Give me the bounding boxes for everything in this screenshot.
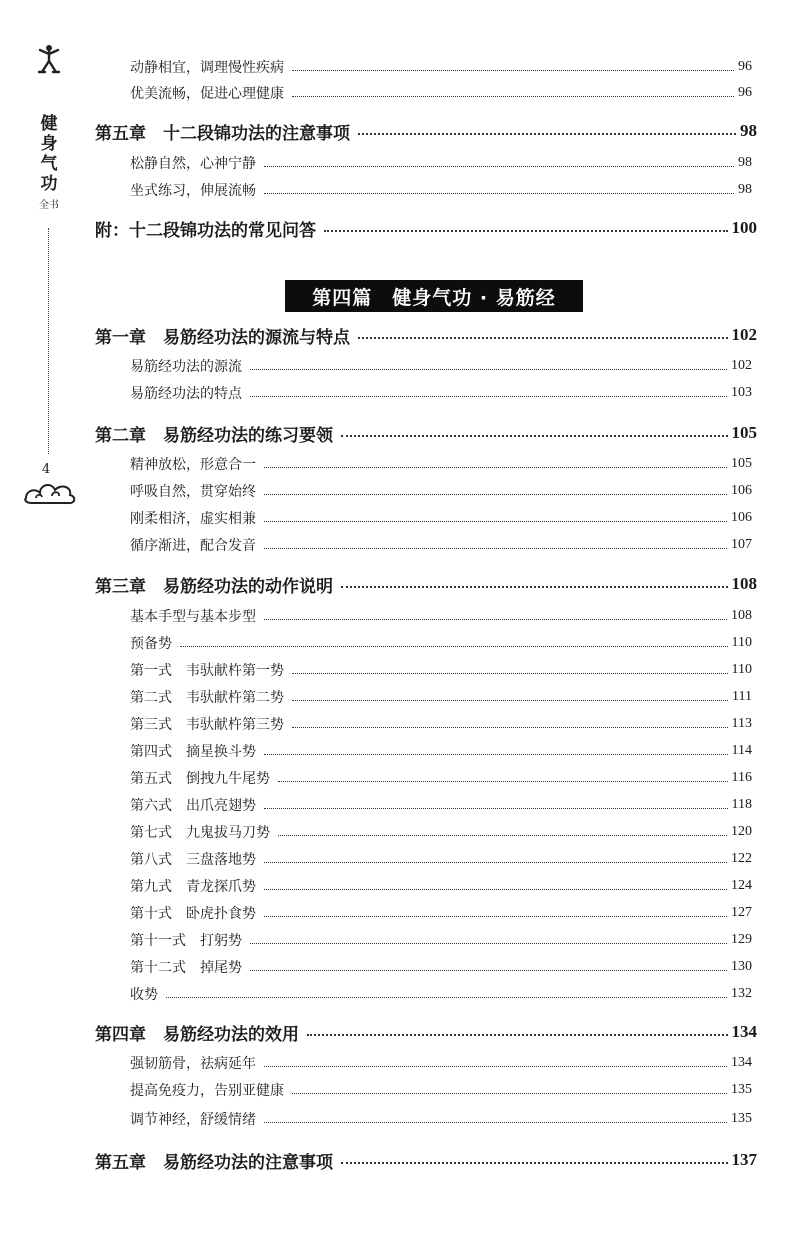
toc-page-number: 110 <box>731 662 752 677</box>
dot-leader <box>250 396 727 397</box>
dot-leader <box>292 1093 727 1094</box>
dot-leader <box>264 548 727 549</box>
toc-page-number: 134 <box>731 1022 757 1041</box>
toc-page-number: 132 <box>731 986 752 1001</box>
toc-page-number: 135 <box>731 1082 752 1097</box>
page-number: 4 <box>42 462 51 477</box>
toc-page-number: 124 <box>731 878 752 893</box>
toc-entry-title: 提高免疫力，告别亚健康 <box>130 1083 284 1099</box>
toc-entry-title: 第五章 易筋经功法的注意事项 <box>95 1152 333 1173</box>
dot-leader <box>264 889 727 890</box>
dot-leader <box>250 970 727 971</box>
book-title: 健身气功 <box>40 114 58 194</box>
toc-section-row <box>130 792 752 818</box>
toc-page-number: 106 <box>731 483 752 498</box>
toc-page-number: 102 <box>731 325 757 344</box>
toc-entry-title: 第四章 易筋经功法的效用 <box>95 1024 299 1045</box>
toc-entry-title: 第十式 卧虎扑食势 <box>130 906 256 922</box>
dot-leader <box>341 435 728 437</box>
toc-chapter-row <box>95 420 757 446</box>
dot-leader <box>264 754 728 755</box>
toc-entry-title: 循序渐进，配合发音 <box>130 538 256 554</box>
toc-entry-title: 松静自然，心神宁静 <box>130 156 256 172</box>
toc-section-row <box>130 177 752 203</box>
toc-section-row <box>130 684 752 710</box>
dot-leader <box>341 586 728 588</box>
dot-leader <box>264 166 734 167</box>
dot-leader <box>180 646 728 647</box>
toc-entry-title: 第五章 十二段锦功法的注意事项 <box>95 123 350 144</box>
toc-page-number: 108 <box>731 608 752 623</box>
toc-section-row <box>130 451 752 477</box>
toc-page-number: 96 <box>738 59 752 74</box>
toc-page-number: 137 <box>731 1150 757 1169</box>
toc-page-number: 103 <box>731 385 752 400</box>
toc-page-number: 134 <box>731 1055 752 1070</box>
toc-page-number: 116 <box>731 770 752 785</box>
dot-leader <box>358 133 736 135</box>
toc-page-number: 102 <box>731 358 752 373</box>
toc-entry-title: 调节神经，舒缓情绪 <box>130 1112 256 1128</box>
toc-section-row <box>130 1077 752 1103</box>
toc-entry-title: 第三式 韦驮献杵第三势 <box>130 717 284 733</box>
part-title-banner: 第四篇 健身气功 · 易筋经 <box>285 280 583 312</box>
toc-section-row <box>130 1106 752 1132</box>
toc-section-row <box>130 819 752 845</box>
dot-leader <box>264 862 727 863</box>
toc-page-number: 106 <box>731 510 752 525</box>
toc-chapter-row <box>95 1019 757 1045</box>
toc-section-row <box>130 532 752 558</box>
toc-section-row <box>130 873 752 899</box>
toc-section-row <box>130 150 752 176</box>
toc-page-number: 111 <box>732 689 752 704</box>
dot-leader <box>292 727 728 728</box>
toc-page-number: 98 <box>740 121 757 140</box>
toc-section-row <box>130 54 752 80</box>
toc-page-number: 96 <box>738 85 752 100</box>
toc-entry-title: 第二式 韦驮献杵第二势 <box>130 690 284 706</box>
toc-section-row <box>130 353 752 379</box>
toc-section-row <box>130 657 752 683</box>
dot-leader <box>264 521 727 522</box>
toc-section-row <box>130 80 752 106</box>
toc-page-number: 118 <box>731 797 752 812</box>
book-subtitle: 全书 <box>39 200 59 211</box>
toc-page-number: 105 <box>731 423 757 442</box>
dot-leader <box>250 943 727 944</box>
toc-page-number: 120 <box>731 824 752 839</box>
toc-page-number: 130 <box>731 959 752 974</box>
toc-section-row <box>130 478 752 504</box>
dot-leader <box>264 1122 727 1123</box>
toc-entry-title: 易筋经功法的特点 <box>130 386 242 402</box>
toc-entry-title: 坐式练习，伸展流畅 <box>130 183 256 199</box>
dot-leader <box>358 337 728 339</box>
dot-leader <box>292 96 734 97</box>
toc-entry-title: 易筋经功法的源流 <box>130 359 242 375</box>
toc-page-number: 127 <box>731 905 752 920</box>
toc-entry-title: 第十二式 掉尾势 <box>130 960 242 976</box>
toc-section-row <box>130 1050 752 1076</box>
toc-page-number: 105 <box>731 456 752 471</box>
toc-section-row <box>130 765 752 791</box>
dot-leader <box>278 781 728 782</box>
dot-leader <box>264 808 728 809</box>
toc-entry-title: 第四式 摘星换斗势 <box>130 744 256 760</box>
dot-leader <box>292 673 728 674</box>
dot-leader <box>307 1034 728 1036</box>
dot-leader <box>264 193 734 194</box>
toc-page-number: 107 <box>731 537 752 552</box>
toc-entry-title: 呼吸自然，贯穿始终 <box>130 484 256 500</box>
toc-section-row <box>130 954 752 980</box>
toc-entry-title: 第九式 青龙探爪势 <box>130 879 256 895</box>
toc-entry-title: 第一章 易筋经功法的源流与特点 <box>95 327 350 348</box>
dot-leader <box>250 369 727 370</box>
toc-page-number: 110 <box>731 635 752 650</box>
dot-leader <box>292 700 728 701</box>
toc-entry-title: 第一式 韦驮献杵第一势 <box>130 663 284 679</box>
dot-leader <box>278 835 727 836</box>
toc-entry-title: 第八式 三盘落地势 <box>130 852 256 868</box>
toc-appendix-row <box>95 215 757 241</box>
toc-section-row <box>130 380 752 406</box>
toc-page-number: 98 <box>738 182 752 197</box>
dot-leader <box>264 1066 727 1067</box>
toc-section-row <box>130 505 752 531</box>
dot-leader <box>324 230 728 232</box>
dot-leader <box>166 997 727 998</box>
toc-page-number: 98 <box>738 155 752 170</box>
toc-entry-title: 精神放松，形意合一 <box>130 457 256 473</box>
toc-section-row <box>130 738 752 764</box>
toc-chapter-row <box>95 571 757 597</box>
toc-entry-title: 刚柔相济，虚实相兼 <box>130 511 256 527</box>
toc-page-number: 113 <box>731 716 752 731</box>
toc-chapter-row <box>95 1147 757 1173</box>
toc-entry-title: 第三章 易筋经功法的动作说明 <box>95 576 333 597</box>
toc-entry-title: 基本手型与基本步型 <box>130 609 256 625</box>
toc-section-row <box>130 927 752 953</box>
dot-leader <box>264 916 727 917</box>
toc-section-row <box>130 846 752 872</box>
toc-page-number: 129 <box>731 932 752 947</box>
toc-section-row <box>130 981 752 1007</box>
dot-leader <box>264 619 727 620</box>
toc-entry-title: 第六式 出爪亮翅势 <box>130 798 256 814</box>
toc-section-row <box>130 711 752 737</box>
toc-page-number: 114 <box>731 743 752 758</box>
toc-page-number: 100 <box>731 218 757 237</box>
toc-entry-title: 动静相宜，调理慢性疾病 <box>130 60 284 76</box>
toc-entry-title: 优美流畅，促进心理健康 <box>130 86 284 102</box>
toc-entry-title: 第七式 九鬼拔马刀势 <box>130 825 270 841</box>
toc-chapter-row <box>95 322 757 348</box>
toc-chapter-row <box>95 118 757 144</box>
dot-leader <box>264 494 727 495</box>
toc-entry-title: 第十一式 打躬势 <box>130 933 242 949</box>
dot-leader <box>341 1162 728 1164</box>
toc-page-number: 122 <box>731 851 752 866</box>
dot-leader <box>292 70 734 71</box>
toc-entry-title: 第二章 易筋经功法的练习要领 <box>95 425 333 446</box>
toc-page-number: 108 <box>731 574 757 593</box>
toc-section-row <box>130 900 752 926</box>
toc-page-number: 135 <box>731 1111 752 1126</box>
toc-entry-title: 预备势 <box>130 636 172 652</box>
toc-entry-title: 收势 <box>130 987 158 1003</box>
toc-entry-title: 强韧筋骨，祛病延年 <box>130 1056 256 1072</box>
toc-entry-title: 第五式 倒拽九牛尾势 <box>130 771 270 787</box>
dot-leader <box>264 467 727 468</box>
toc-section-row <box>130 603 752 629</box>
toc-entry-title: 附：十二段锦功法的常见问答 <box>95 220 316 241</box>
toc-section-row <box>130 630 752 656</box>
